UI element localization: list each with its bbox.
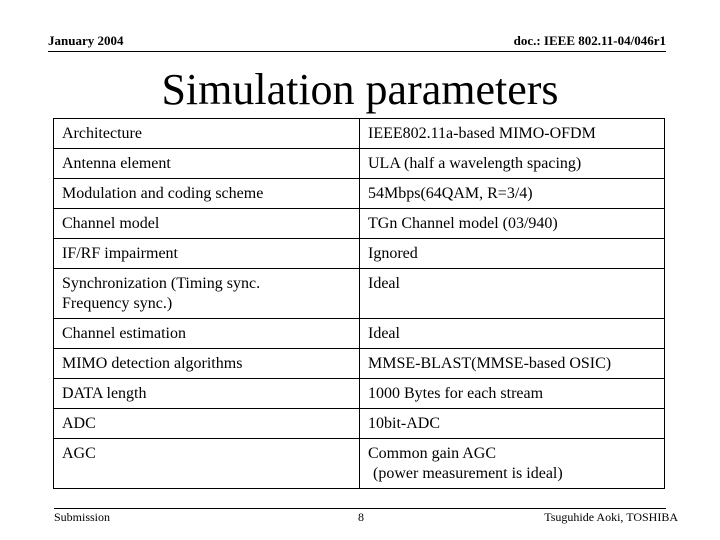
param-name: Channel estimation [54, 319, 360, 349]
header-doc-id: doc.: IEEE 802.11-04/046r1 [513, 33, 666, 48]
table-row [54, 319, 665, 349]
table-row [54, 149, 665, 179]
slide-title: Simulation parameters [161, 65, 559, 114]
param-name-cell [54, 269, 360, 319]
param-value: 54Mbps(64QAM, R=3/4) [360, 179, 665, 209]
table-row [54, 409, 665, 439]
param-value: Common gain AGC [368, 445, 497, 462]
footer-divider [54, 508, 666, 509]
param-name: Antenna element [54, 149, 360, 179]
param-value: 10bit-ADC [360, 409, 665, 439]
param-name: Architecture [54, 119, 360, 149]
param-value: 1000 Bytes for each stream [360, 379, 665, 409]
page-number: 8 [358, 510, 364, 524]
parameters-table [53, 118, 665, 489]
param-value: MMSE-BLAST(MMSE-based OSIC) [360, 349, 665, 379]
param-value: ULA (half a wavelength spacing) [360, 149, 665, 179]
param-value-note: (power measurement is ideal) [373, 465, 563, 482]
param-value-cell [360, 439, 665, 489]
param-value: TGn Channel model (03/940) [360, 209, 665, 239]
param-name: DATA length [54, 379, 360, 409]
header-date: January 2004 [48, 33, 124, 48]
param-name: IF/RF impairment [54, 239, 360, 269]
table-row [54, 379, 665, 409]
param-name: AGC [54, 439, 360, 489]
table-row [54, 349, 665, 379]
param-name: MIMO detection algorithms [54, 349, 360, 379]
param-name-line2: Frequency sync.) [62, 295, 173, 312]
param-name: ADC [54, 409, 360, 439]
table-row [54, 239, 665, 269]
param-value: Ideal [360, 269, 665, 319]
header-divider [48, 51, 666, 52]
param-value: IEEE802.11a-based MIMO-OFDM [360, 119, 665, 149]
param-value: Ignored [360, 239, 665, 269]
param-name: Modulation and coding scheme [54, 179, 360, 209]
table-row [54, 439, 665, 489]
table-row [54, 209, 665, 239]
table-row [54, 269, 665, 319]
footer-submission: Submission [54, 510, 111, 524]
footer-author: Tsuguhide Aoki, TOSHIBA [544, 510, 678, 524]
table-row [54, 179, 665, 209]
table-row [54, 119, 665, 149]
param-name: Synchronization (Timing sync. [62, 275, 261, 292]
param-value: Ideal [360, 319, 665, 349]
param-name: Channel model [54, 209, 360, 239]
